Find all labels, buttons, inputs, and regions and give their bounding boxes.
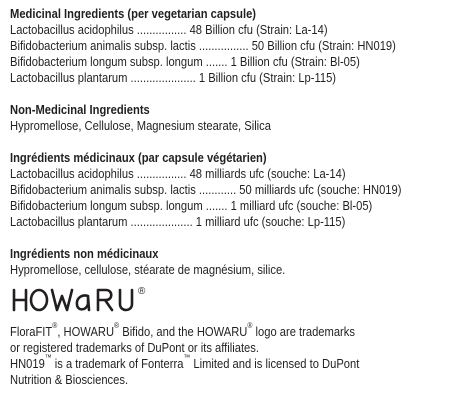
ingredient-line: Lactobacillus plantarum ..................... 1 Billion cfu (Strain: Lp-115)	[10, 70, 337, 85]
english-non-medicinal-section	[10, 102, 450, 134]
english-medicinal-heading: Medicinal Ingredients (per vegetarian capsule)	[10, 6, 257, 21]
howaru-logo-image	[10, 282, 170, 316]
french-medicinal-heading: Ingrédients médicinaux (par capsule végétarien)	[10, 150, 267, 165]
howaru-logo	[10, 282, 450, 316]
ingredient-line: Bifidobacterium animalis subsp. lactis ................ 50 Billion cfu (Strain: HN019)	[10, 38, 396, 53]
legal-line-2: or registered trademarks of DuPont or its affiliates.	[10, 340, 259, 355]
legal-line-1: FloraFIT®, HOWARU® Bifido, and the HOWARU® logo are trademarks	[10, 321, 355, 339]
french-non-medicinal-heading: Ingrédients non médicinaux	[10, 246, 159, 261]
ingredient-line: Lactobacillus plantarum .................... 1 milliard ufc (souche: Lp-115)	[10, 214, 346, 229]
ingredient-line: Bifidobacterium longum subsp. longum ....... 1 Billion cfu (Strain: Bl-05)	[10, 54, 360, 69]
non-medicinal-text: Hypromellose, cellulose, stéarate de magnésium, silice.	[10, 262, 286, 277]
legal-line-4: Nutrition & Biosciences.	[10, 372, 129, 387]
ingredient-line: Lactobacillus acidophilus ................ 48 Billion cfu (Strain: La-14)	[10, 22, 328, 37]
non-medicinal-text: Hypromellose, Cellulose, Magnesium stearate, Silica	[10, 118, 271, 133]
ingredient-line: Lactobacillus acidophilus ................ 48 milliards ufc (souche: La-14)	[10, 166, 346, 181]
french-non-medicinal-section	[10, 246, 450, 278]
ingredient-line: Bifidobacterium longum subsp. longum ....... 1 milliard ufc (souche: Bl-05)	[10, 198, 373, 213]
legal-line-3: HN019™ is a trademark of Fonterra™ Limited and is licensed to DuPont	[10, 353, 360, 371]
english-medicinal-section	[10, 6, 450, 86]
registered-mark: ®	[138, 286, 146, 297]
trademark-notice	[10, 321, 450, 388]
english-non-medicinal-heading: Non-Medicinal Ingredients	[10, 102, 150, 117]
french-medicinal-section	[10, 150, 450, 230]
ingredient-line: Bifidobacterium animalis subsp. lactis ............ 50 milliards ufc (souche: HN019)	[10, 182, 402, 197]
